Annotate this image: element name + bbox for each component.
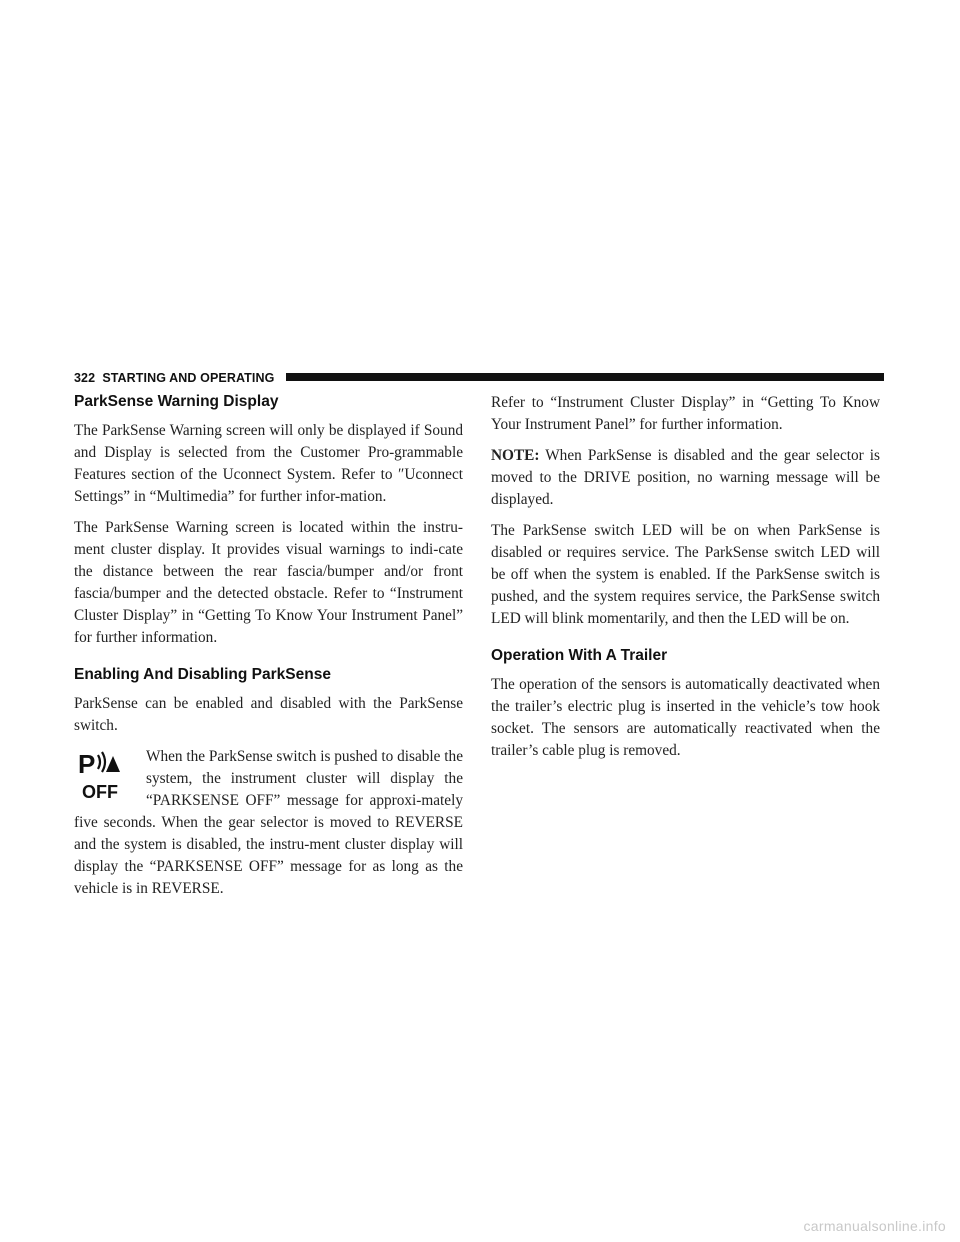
paragraph-enable-switch: ParkSense can be enabled and disabled with the ParkSense switch. [74, 695, 463, 734]
icon-off-label: OFF [82, 782, 118, 802]
icon-paragraph [74, 746, 463, 900]
heading-parksense-warning-display: ParkSense Warning Display [74, 393, 279, 410]
header-rule [286, 373, 884, 381]
icon-letter: P [78, 750, 96, 779]
parksense-off-icon-graphic [78, 750, 134, 802]
paragraph-warning-screen-location: The ParkSense Warning screen is located within the instru-ment cluster display. It provides visual warnings to indi-cate the distance between the rear fascia/bumper and/or front fascia/bumper and the detected obstacle. Refer to “Instrument Cluster Display” in “Getting To Know Your Instrument Panel” for further information. [74, 519, 463, 646]
watermark-text: carmanualsonline.info [803, 1218, 946, 1234]
paragraph-note [491, 445, 880, 511]
paragraph-switch-led: The ParkSense switch LED will be on when ParkSense is disabled or requires service. The ParkSense switch LED will be off when the system is enabled. If the ParkSense switch is pushed, and the system requires service, the ParkSense switch LED will blink momentarily, and then the LED will be on. [491, 522, 880, 627]
paragraph-trailer-sensors: The operation of the sensors is automatically deactivated when the trailer’s electric plug is inserted in the vehicle’s tow hook socket. The sensors are automatically reactivated when the trailer’s cable plug is removed. [491, 676, 880, 759]
parksense-off-icon [78, 750, 134, 802]
page-header [74, 370, 884, 386]
page-number: 322 [74, 371, 96, 385]
note-label: NOTE: [491, 447, 540, 464]
heading-operation-trailer: Operation With A Trailer [491, 647, 668, 664]
sound-wave-inner [98, 755, 100, 769]
warning-triangle [106, 756, 120, 772]
heading-enabling-disabling: Enabling And Disabling ParkSense [74, 666, 331, 683]
paragraph-refer-instrument-cluster: Refer to “Instrument Cluster Display” in “Getting To Know Your Instrument Panel” for further information. [491, 394, 880, 433]
section-title: STARTING AND OPERATING [102, 371, 275, 385]
header-text [74, 370, 274, 386]
note-text: When ParkSense is disabled and the gear selector is moved to the DRIVE position, no warning message will be displayed. [491, 447, 880, 508]
paragraph-warning-screen-selection: The ParkSense Warning screen will only be displayed if Sound and Display is selected from the Customer Pro-grammable Features section of the Uconnect System. Refer to ″Uconnect Settings” in “Multimedia” for further infor-mation. [74, 422, 463, 505]
sound-wave-outer [102, 752, 105, 772]
right-column [491, 392, 880, 771]
left-column [74, 392, 463, 909]
paragraph-parksense-off-message: When the ParkSense switch is pushed to disable the system, the instrument cluster will display the “PARKSENSE OFF” message for approxi-mately five seconds. When the gear selector is moved to REVERSE and the system is disabled, the instru-ment cluster display will display the “PARKSENSE OFF” message for as long as the vehicle is in REVERSE. [74, 748, 463, 897]
